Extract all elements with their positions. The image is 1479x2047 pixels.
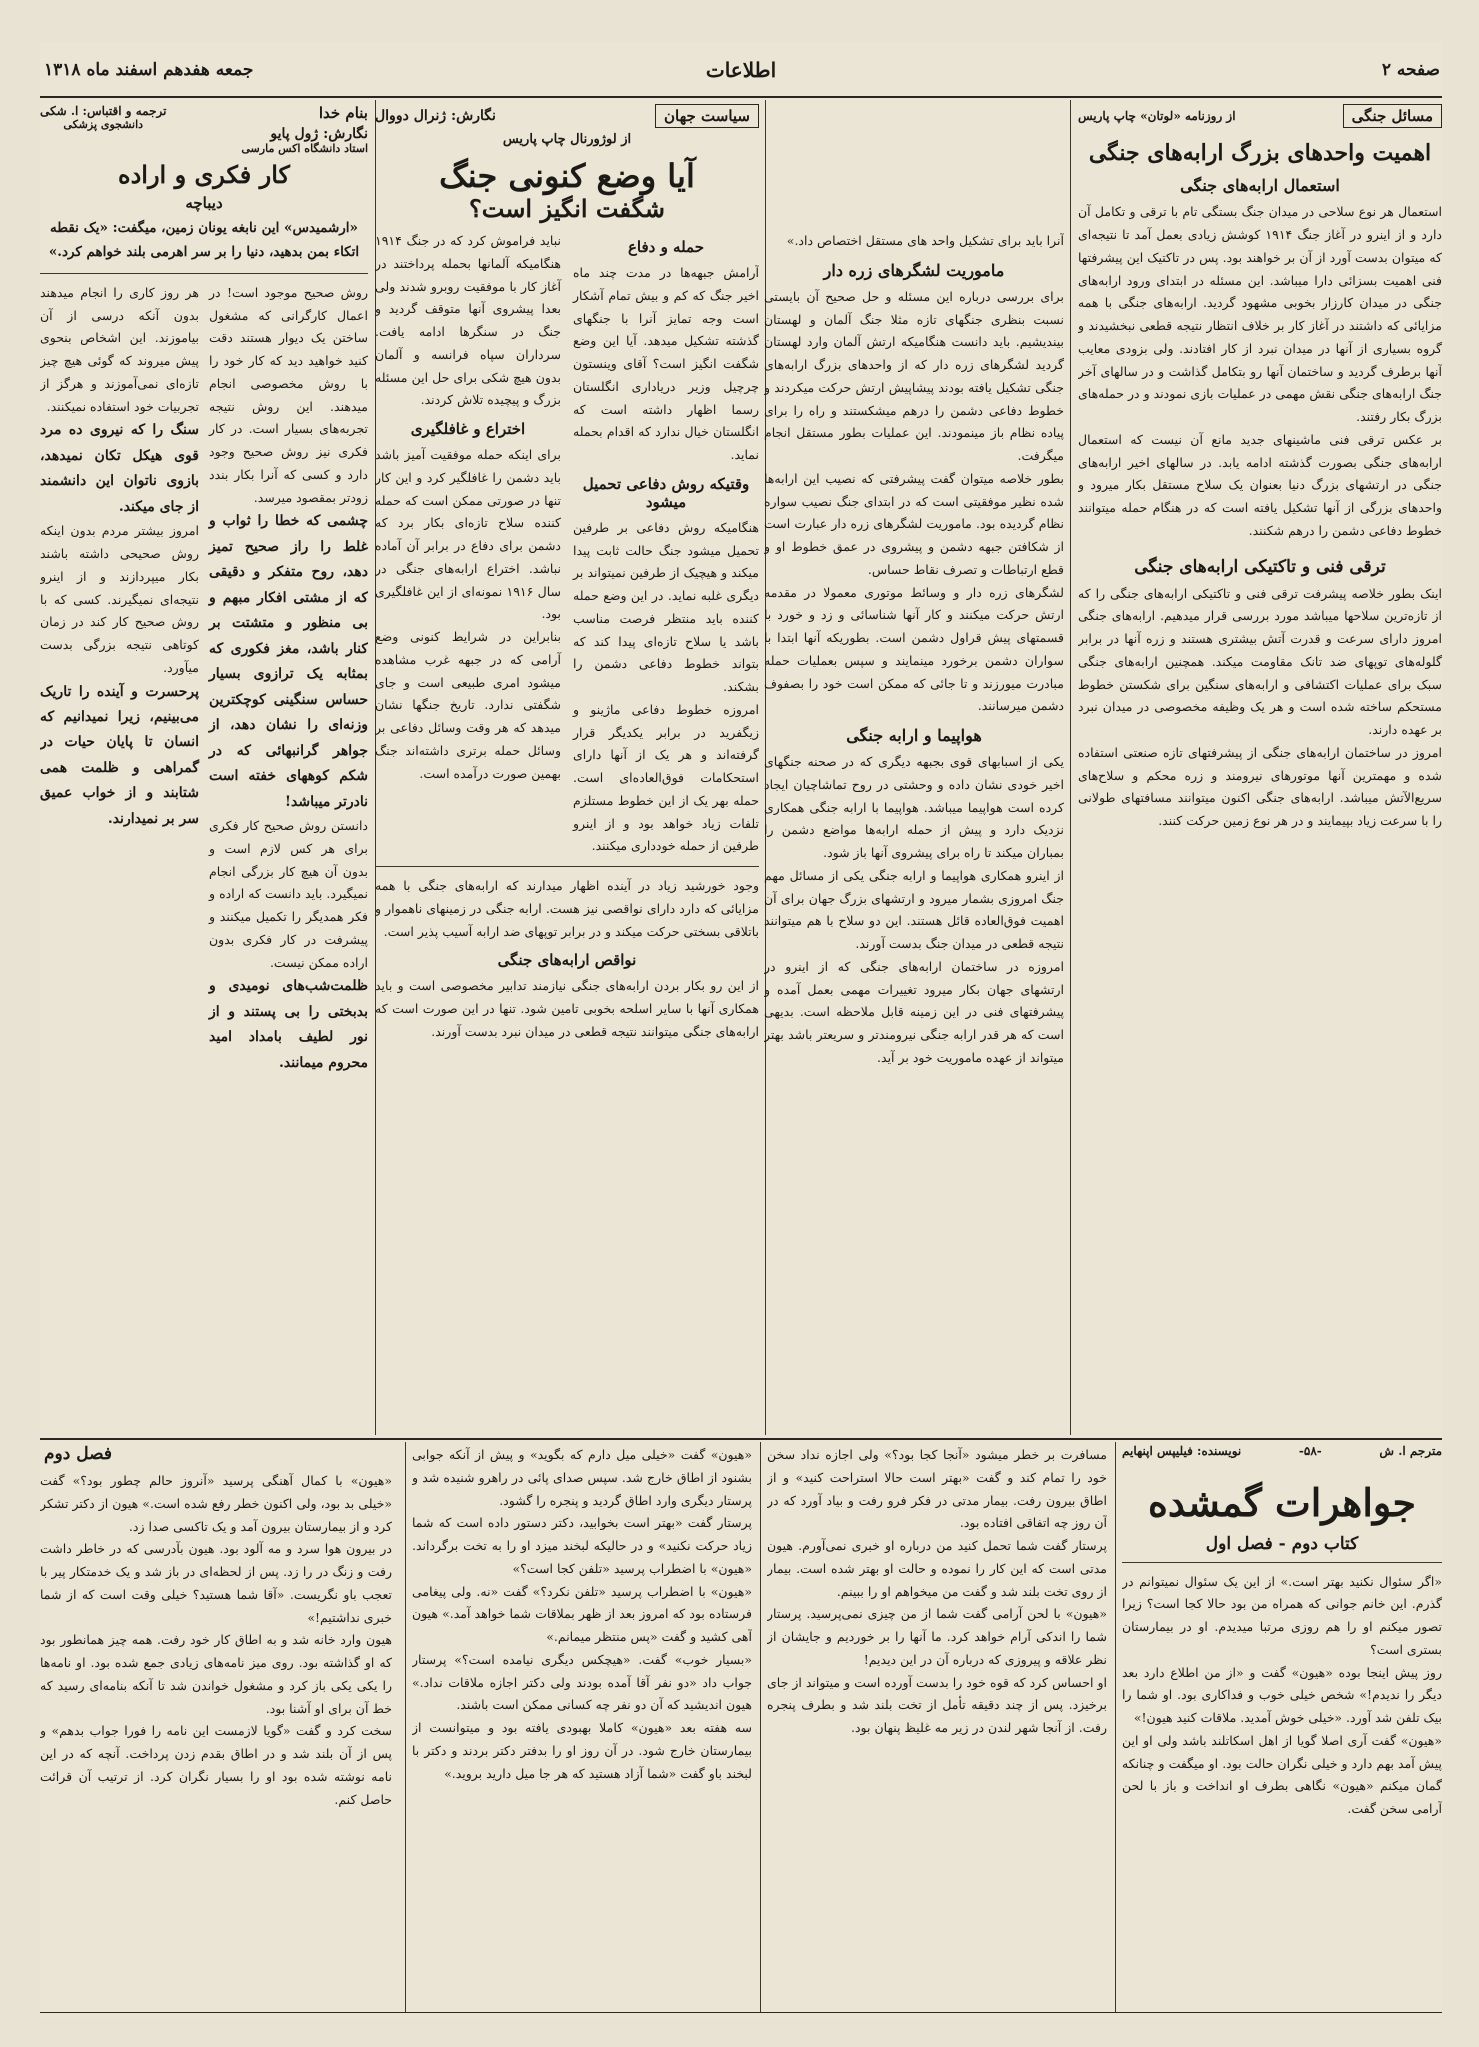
article-paragraph: دانستن روش صحیح کار فکری برای هر کس لازم است و بدون آن هیچ کار بزرگی انجام نمیگیرد. باید دانست که اراده و فکر همدیگر را تکمیل میکنند و پیشرفت در کار فکری بدون اراده ممکن نیست. — [209, 818, 368, 970]
translator: ترجمه و اقتباس: ا. شکی — [40, 104, 167, 118]
section-kicker: مسائل جنگی — [1343, 104, 1442, 128]
section-rule — [40, 1438, 1442, 1440]
column-divider — [405, 1442, 406, 2012]
article-paragraph: امروز بیشتر مردم بدون اینکه روش صحیحی داشته باشند بکار میپردازند و از اینرو نتیجه‌ای نمیگیرند. کسی که با روش صحیح کار کند در زمان کوتاهی نتیجه بزرگی بدست میآورد. — [40, 523, 199, 675]
article-paragraph: امروزه خطوط دفاعی ماژینو و زیگفرید در برابر یکدیگر قرار گرفته‌اند و هر یک از آنها دارای استحکامات فوق‌العاده‌ای است. حمله بهر یک از این خطوط مستلزم تلفات زیاد خواهد بود و از اینرو طرفین از حمله خودداری میکنند. — [573, 701, 759, 854]
article-paragraph: آرامش جبهه‌ها در مدت چند ماه اخیر جنگ که کم و بیش تمام آشکار است وجه تمایز آنرا با جنگهای گذشته تشکیل میدهد. آیا این وضع شگفت انگیز است؟ آقای وینستون چرچیل وزیر دریاداری انگلستان رسما اظهار داشته است که انگلستان خیال ندارد که اقدام بحمله نماید. — [573, 265, 759, 463]
issue-date: جمعه هفدهم اسفند ماه ۱۳۱۸ — [44, 60, 254, 80]
article-byline: نگارش: ژول پایو — [270, 126, 368, 142]
header-rule — [40, 96, 1442, 98]
section-kicker: بنام خدا — [318, 104, 368, 122]
pull-quote: سنگ را که نیروی ده مرد قوی هیکل تکان نمیدهد، بازوی ناتوان این دانشمند از جای میکند. — [40, 422, 199, 515]
pull-quote: ظلمت‌شب‌های نومیدی و بدبختی را بی پستند و از نور لطیف بامداد امید محروم میمانند. — [209, 978, 368, 1071]
article-subheading: دیباچه — [185, 193, 223, 212]
section-kicker: سیاست جهان — [655, 104, 759, 128]
pull-quote: پرحسرت و آینده را تاریک می‌بینیم، زیرا نمیدانیم که انسان تا پایان حیات در گمراهی و ظلمت همی شتابند و از خواب عمیق سر بر نمیدارند. — [40, 683, 199, 827]
serial-chapter-label: فصل دوم — [44, 1444, 112, 1464]
pull-quote: «ارشمیدس» این نابغه یونان زمین، میگفت: «یک نقطه اتکاء بمن بدهید، دنیا را بر سر اهرمی بلند خواهم کرد.» — [48, 219, 360, 261]
serial-paragraph: پرستار گفت «بهتر است بخوابید، دکتر دستور داده است که شما زیاد حرکت نکنید» و در حالیکه لبخند میزد او را به تخت برگرداند. «هیون» با اضطراب پرسید «تلفن کجا است؟» — [412, 1515, 752, 1576]
serial-title-column — [1122, 1444, 1442, 2010]
article-paragraph: امروزه در ساختمان ارابه‌های جنگی که از اینرو در ارتشهای جهان بکار میرود تغییرات مهمی بعمل آمده و پیشرفتهای فنی در این زمینه قابل ملاحظه است. بدیهی است که هر قدر ارابه جنگی نیرومندتر و سریعتر باشد بهتر میتواند از عهده ماموریت خود بر آید. — [764, 958, 1064, 1065]
article-paragraph: برای بررسی درباره این مسئله و حل صحیح آن بایستی نسبت بنظری جنگهای تازه مثلا جنگ آلمان و لهستان بیندیشیم. باید دانست هنگامیکه ارتش آلمان وارد لهستان گردید لشگرهای زره دار که از واحدهای بزرگ ارابه‌های جنگی تشکیل یافته بودند پیشاپیش ارتش حرکت میکردند و خطوط دفاعی دشمن را درهم میشکستند و راه را برای پیاده نظام باز مینمودند. این عملیات بطور مستقل انجام میگرفت. — [764, 288, 1064, 463]
serial-column-2 — [767, 1444, 1107, 2010]
article-paragraph: آنرا باید برای تشکیل واحد های مستقل اختصاص داد.» — [786, 233, 1064, 248]
article-headline: آیا وضع کنونی جنگ — [439, 157, 695, 195]
masthead: اطلاعات — [705, 58, 777, 82]
inner-rule — [40, 273, 368, 274]
article-subheading: ماموریت لشگرهای زره دار — [823, 260, 1005, 280]
article-subheading: وقتیکه روش دفاعی تحمیل میشود — [582, 474, 750, 511]
article-paragraph: بر عکس ترقی فنی ماشینهای جدید مانع آن نیست که استعمال ارابه‌های جنگی بصورت گذشته ادامه یابد. در سالهای اخیر ارابه‌های جنگی در ارتشهای بزرگ دنیا بعنوان یک سلاح مستقل بکار میرود و واحدهای بزرگی از آنها تشکیل یافته است که در هنگام حمله میتوانند خطوط دفاعی دشمن را درهم شکنند. — [1078, 431, 1442, 538]
article-paragraph: از این رو بکار بردن ارابه‌های جنگی نیازمند تدابیر مخصوصی است و باید همکاری آنها با سایر اسلحه بخوبی تامین شود. تنها در این صورت است که ارابه‌های جنگی میتوانند نتیجه قطعی در میدان نبرد بدست آورند. — [375, 978, 759, 1039]
serial-paragraph: در بیرون هوا سرد و مه آلود بود. هیون بآدرسی که در خاطر داشت رفت و زنگ در را زد. پس از لحظه‌ای در باز شد و یک خدمتکار پیر با تعجب باو نگریست. «آقا شما هستید؟ خیلی وقت است که از شما خبری نداشتیم!» — [40, 1541, 392, 1625]
column-divider — [760, 1442, 761, 2012]
article-paragraph: لشگرهای زره دار و وسائط موتوری معمولا در مقدمه ارتش حرکت میکنند و کار آنها شناسائی و زد و خورد با قسمتهای پیش قراول دشمن است. بطوریکه آنها ابتدا با سواران دشمن برخورد مینمایند و سپس بعملیات حمله مبادرت میورزند و تا جائی که ممکن است خود را بصفوف دشمن میرسانند. — [764, 584, 1064, 714]
serial-paragraph: «هیون» گفت «خیلی میل دارم که بگوید» و پیش از آنکه جوابی بشنود از اطاق خارج شد. سپس صدای پائی در راهرو شنیده شد و پرستار دیگری وارد اطاق گردید و پنجره را گشود. — [412, 1447, 752, 1508]
politics-column — [375, 104, 759, 1434]
serial-paragraph: «اگر سئوال نکنید بهتر است.» از این یک سئوال نمیتوانم در گذرم. این خانم جوانی که همراه من بود حالا کجا است؟ زیرا تصور میکنم او را هم روزی مرتبا میدیدم. او در بیمارستان بستری است؟ — [1122, 1573, 1442, 1657]
article-headline-2: شگفت انگیز است؟ — [469, 194, 665, 224]
article-paragraph: اینک بطور خلاصه پیشرفت ترقی فنی و تاکتیکی ارابه‌های جنگی را که از تازه‌ترین سلاحها میباشد مورد بررسی قرار میدهیم. ارابه‌های جنگی امروز دارای سرعت و قدرت آتش بیشتری هستند و زره آنها در برابر گلوله‌های توپهای ضد تانک مقاومت میکند. همچنین ارابه‌های جنگی سبک برای عملیات اکتشافی و ارابه‌های سنگین برای شکستن خطوط مستحکم ساخته شده است و هر یک وظیفه مخصوصی در میدان نبرد بر عهده دارند. — [1078, 585, 1442, 738]
article-paragraph: امروز در ساختمان ارابه‌های جنگی از پیشرفتهای تازه صنعتی استفاده شده و مهمترین آنها موتورهای نیرومند و زره محکم و سلاح‌های سریع‌الآتش میباشد. ارابه‌های جنگی اکنون میتوانند مسافتهای طولانی را با سرعت زیاد بپیمایند و در هر نوع زمین حرکت کنند. — [1078, 744, 1442, 829]
article-subheading: ترقی فنی و تاکتیکی ارابه‌های جنگی — [1134, 556, 1386, 577]
article-subheading: اختراع و غافلگیری — [410, 420, 526, 439]
article-paragraph: یکی از اسبابهای قوی بجبهه دیگری که در صحنه جنگهای اخیر خودی نشان داده و وحشتی در روح تماشاچیان ایجاد کرده است هواپیما میباشد. هواپیما با ارابه جنگی همکاری نزدیک دارد و پیش از حمله ارابه‌ها مواضع دشمن را بمباران میکند تا راه برای پیشروی آنها باز شود. — [764, 754, 1064, 860]
column-divider — [1115, 1442, 1116, 2012]
article-subheading: حمله و دفاع — [627, 238, 704, 257]
article-paragraph: از اینرو همکاری هواپیما و ارابه جنگی یکی از مسائل مهم جنگ امروزی بشمار میرود و ارتشهای بزرگ جهان برای آن اهمیت فوق‌العاده قائل هستند. این دو سلاح با هم میتوانند نتیجه قطعی در میدان جنگ بدست آورند. — [764, 867, 1064, 951]
serial-paragraph: «هیون» با کمال آهنگی پرسید «آنروز حالم چطور بود؟» گفت «خیلی بد بود، ولی اکنون خطر رفع شده است.» هیون از دکتر تشکر کرد و از بیمارستان بیرون آمد و یک تاکسی صدا زد. — [40, 1473, 392, 1534]
serial-paragraph: او احساس کرد که قوه خود را بدست آورده است و میتواند از جای برخیزد. پس از چند دقیقه تأمل از تخت بلند شد و بطرف پنجره رفت. از آنجا شهر لندن در زیر مه غلیظ پنهان بود. — [767, 1674, 1107, 1735]
serial-paragraph: «هیون» گفت آری اصلا گویا از اهل اسکاتلند باشد ولی او این پیش آمد بهم دارد و خیلی نگران حالت بود. او میگفت و چنانکه گمان میکنم «هیون» نگاهی بطرف او انداخت و باز با لحن آرامی سخن گفت. — [1122, 1732, 1442, 1817]
serial-author: نویسنده: فیلیپس اپنهایم — [1122, 1444, 1242, 1458]
serial-paragraph: هیون وارد خانه شد و به اطاق کار خود رفت. همه چیز همانطور بود که او گذاشته بود. روی میز نامه‌های زیادی جمع شده بود. او نامه‌ها را یکی یکی باز کرد و مشغول خواندن شد تا آنکه بنامه‌ای رسید که خط آن برای او آشنا بود. — [40, 1632, 392, 1716]
article-source: از روزنامه «لوتان» چاپ پاریس — [1078, 109, 1236, 123]
serial-paragraph: سخت کرد و گفت «گویا لازمست این نامه را فورا جواب بدهم» و پس از آن بلند شد و در اطاق بقدم زدن پرداخت. آنچه که در این نامه نوشته شده بود او را بسیار نگران کرد. از ترتیب آن قرائت حاصل کنم. — [40, 1723, 392, 1807]
byline-note: استاد دانشگاه اکس مارسی — [241, 142, 368, 155]
serial-paragraph: «بسیار خوب» گفت. «هیچکس دیگری نیامده است؟» پرستار جواب داد «دو نفر آقا آمده بودند ولی دکتر اجازه ملاقات نداد.» هیون اندیشید که آن دو نفر چه کسانی ممکن است باشند. — [412, 1651, 752, 1713]
politics-subcolumn-right — [573, 230, 759, 858]
pull-quote: چشمی که خطا را ثواب و غلط را راز صحیح تمیز دهد، روح متفکر و دقیقی که از مشتی افکار مبهم و بی منظور و متشتت بر کنار باشد، مغز فکوری که بمثابه یک ترازوی بسیار حساس سنگینی کوچکترین وزنه‌ای را نشان دهد، از جواهر گرانبهائی که در شکم کوههای خفته است نادرتر میباشد! — [209, 513, 368, 810]
serial-paragraph: روز پیش اینجا بوده «هیون» گفت و «از من اطلاع دارد بعد دیگر را ندیدم!» شخص خیلی خوب و فداکاری بود. او شما را بیک تلفن شد آورد. «خیلی خوش آمدید. ملاقات کنید هیون!» — [1122, 1664, 1442, 1726]
footer-rule — [40, 2012, 1442, 2013]
page-number: صفحه ۲ — [1381, 60, 1440, 80]
serial-paragraph: «هیون» با لحن آرامی گفت شما از من چیزی نمی‌پرسید. پرستار شما را اندکی آرام خواهد کرد. ما آنها را بر خوردیم و جایشان از نظر علاقه و پیروزی که درباره آن در این دیدیم! — [767, 1606, 1107, 1667]
article-paragraph: بطور خلاصه میتوان گفت پیشرفتی که نصیب این ارابه‌ها شده نظیر موفقیتی است که در ابتدای جنگ نصیب سواره نظام گردیده بود. ماموریت لشگرهای زره دار عبارت است از شکافتن جبهه دشمن و پیشروی در عمق خطوط او و قطع ارتباطات و تصرف نقاط حساس. — [764, 470, 1064, 577]
serial-column-3 — [412, 1444, 752, 2010]
article-headline: کار فکری و اراده — [118, 160, 290, 189]
serial-paragraph: سه هفته بعد «هیون» کاملا بهبودی یافته بود و میتوانست از بیمارستان خارج شود. در آن روز او را بدفتر دکتر بردند و دکتر با لبخند باو گفت «شما آزاد هستید که هر جا میل دارید بروید.» — [412, 1720, 752, 1781]
translator-note: دانشجوی پزشکی — [63, 118, 144, 131]
article-paragraph: روش صحیح موجود است! در اعمال کارگرانی که مشغول ساختن یک دیوار هستند دقت کنید خواهید دید که کار خود را با روش مخصوصی انجام میدهند. این روش نتیجه تجربه‌های بسیار است. در کار فکری نیز روش صحیح وجود دارد و کسی که آنرا بکار بندد زودتر بمقصود میرسد. — [209, 284, 368, 505]
page-header — [40, 54, 1442, 94]
serial-paragraph: پرستار گفت شما تحمل کنید من درباره او خبری نمی‌آورم. هیون مدتی است که این کار را نموده و حالت او بهتر شده است. بیمار از روی تخت بلند شد و گفت من میخواهم او را ببینم. — [767, 1538, 1107, 1599]
philosophy-column — [40, 104, 368, 1434]
inner-rule — [1122, 1562, 1442, 1563]
military-column — [1078, 104, 1442, 1434]
politics-subcolumn-left — [375, 230, 561, 858]
article-paragraph: استعمال هر نوع سلاحی در میدان جنگ بستگی تام با ترقی و تکامل آن دارد و از اینرو در آغاز جنگ ۱۹۱۴ کوشش زیادی بعمل آمد تا نتیجه‌ای که میتوان بدست آورد از آن بر خواهند بود. پس در تاکتیک این پیشرفتها فنی اهمیت بسزائی دارا میباشد. این مسئله در ابتدای ورود ارابه‌های جنگی در میدان کارزار بخوبی مشهود گردید. ارابه‌های جنگی با همه مزایائی که داشتند در آغاز کار بر خلاف انتظار نتیجه قطعی نبخشیدند و گروه بسیاری از آنها در میدان نبرد از کار افتادند. ولی بزودی معایب آنها برطرف گردید و ساختمان آنها رو بتکامل گذاشت و در سالهای آخر جنگ ارابه‌های جنگی نقش مهمی در عملیات بازی نمودند و در حمله‌های بزرگ بکار رفتند. — [1078, 204, 1442, 425]
article-subheading: هواپیما و ارابه جنگی — [846, 726, 982, 745]
serial-title: جواهرات گمشده — [1147, 1480, 1417, 1525]
serial-column-4 — [40, 1444, 392, 2010]
column-divider — [1070, 100, 1071, 1435]
article-paragraph: برای اینکه حمله موفقیت آمیز باشد باید دشمن را غافلگیر کرد و این کار تنها در صورتی ممکن است که حمله کننده سلاح تازه‌ای بکار برد که دشمن برای دفاع در برابر آن آماده نباشد. اختراع ارابه‌های جنگی در سال ۱۹۱۶ نمونه‌ای از این غافلگیری بود. — [375, 447, 561, 622]
serial-paragraph: «هیون» با اضطراب پرسید «تلفن نکرد؟» گفت «نه. ولی پیغامی فرستاده بود که امروز بعد از ظهر بملاقات شما خواهد آمد.» هیون آهی کشید و گفت «پس منتظر میمانم.» — [412, 1583, 752, 1644]
inner-rule — [375, 866, 759, 867]
article-subheading: استعمال ارابه‌های جنگی — [1180, 176, 1340, 196]
serial-subtitle: کتاب دوم - فصل اول — [1205, 1533, 1359, 1554]
armor-column — [764, 230, 1064, 1434]
article-source: از لوژورنال چاپ پاریس — [502, 132, 632, 147]
article-paragraph: بنابراین در شرایط کنونی وضع آرامی که در جبهه غرب مشاهده میشود امری طبیعی است و جای شگفتی ندارد. تاریخ جنگها نشان میدهد که هر وقت وسائل دفاعی بر وسائل حمله برتری داشته‌اند جنگ بهمین صورت درآمده است. — [375, 629, 561, 781]
article-paragraph: نباید فراموش کرد که در جنگ ۱۹۱۴ هنگامیکه آلمانها بحمله پرداختند در آغاز کار با موفقیت روبرو شدند ولی بعدا پیشروی آنها متوقف گردید و جنگ در سنگرها ادامه یافت. سرداران سپاه فرانسه و آلمان بدون هیچ شکی برای حل این مسئله بزرگ و پیچیده تلاش کردند. — [375, 233, 561, 408]
newspaper-page — [40, 42, 1442, 2017]
serial-paragraph: مسافرت بر خطر میشود «آنجا کجا بود؟» ولی اجازه نداد سخن خود را تمام کند و گفت «بهتر است حالا استراحت کنید» و از اطاق بیرون رفت. بیمار مدتی در فکر فرو رفت و بیاد آورد که در آن روز چه اتفاقی افتاده بود. — [767, 1447, 1107, 1531]
serial-translator: مترجم ا. ش — [1379, 1444, 1442, 1458]
serial-number: -۵۸- — [1298, 1444, 1322, 1458]
philosophy-subcolumn-left — [40, 282, 199, 1076]
philosophy-subcolumn-right — [209, 282, 368, 1076]
article-paragraph: هنگامیکه روش دفاعی بر طرفین تحمیل میشود جنگ حالت ثابت پیدا میکند و هیچیک از طرفین نمیتواند بر دیگری غلبه نماید. در این وضع حمله کننده باید منتظر فرصت مناسب باشد یا سلاح تازه‌ای پیدا کند که بتواند خطوط دفاعی دشمن را بشکند. — [573, 519, 759, 695]
article-paragraph: وجود خورشید زیاد در آینده اظهار میدارند که ارابه‌های جنگی با همه مزایائی که دارد دارای نواقصی نیز هست. ارابه جنگی در زمینهای ناهموار و باتلاقی بسختی حرکت میکند و در برابر توپهای ضد ارابه آسیب پذیر است. — [375, 878, 759, 939]
article-byline: نگارش: ژنرال دووال — [375, 108, 496, 124]
article-headline: اهمیت واحدهای بزرگ ارابه‌های جنگی — [1088, 140, 1432, 166]
article-subheading: نواقص ارابه‌های جنگی — [497, 951, 637, 970]
article-paragraph: هر روز کاری را انجام میدهند بدون آنکه درسی از آن بیاموزند. این اشخاص بنحوی پیش میروند که گوئی هیچ چیز تازه‌ای نمی‌آموزند و هرگز از تجربیات خود استفاده نمیکنند. — [40, 284, 199, 414]
